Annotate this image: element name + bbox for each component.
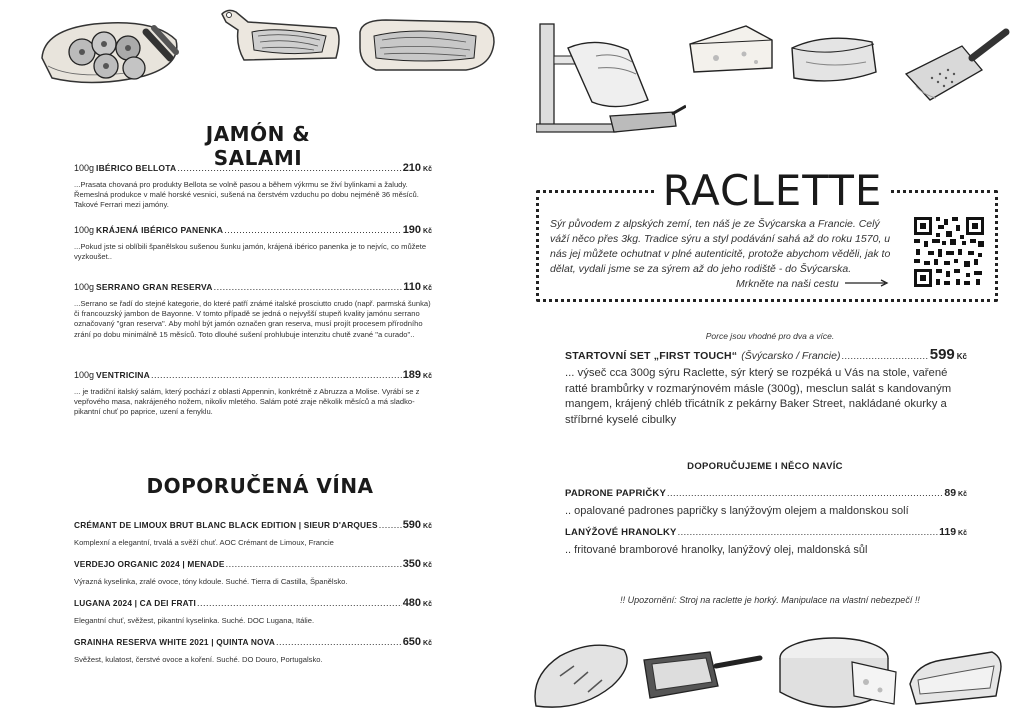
wine-description: Výrazná kyselinka, zralé ovoce, tóny kdoule. Suché. Tierra di Castilla, Španělsko. [74, 577, 348, 586]
salami-board-illustration [34, 10, 184, 90]
extras-title: DOPORUČUJEME I NĚCO NAVÍC [687, 461, 843, 472]
extra-item-padrone [565, 487, 967, 518]
raclette-pan-illustration [640, 640, 764, 706]
currency: Kč [423, 373, 432, 380]
item-qty: 100g [74, 225, 95, 235]
raclette-title: RACLETTE [655, 166, 890, 216]
journey-link[interactable] [736, 278, 889, 290]
wine-item-cremant [74, 519, 432, 548]
wine-price: 650 [402, 636, 422, 648]
item-description: ...Prasata chovaná pro produkty Bellota se volně pasou a během výkrmu se živí bylinkami a žaludy. Řemeslná produkce v malé horské vesnici, sušená na čerstvém vzduchu po dobu nejméně 36 měsíců. Takové Ferrari mezi jamóny. [74, 180, 419, 210]
menu-item-iberico-panenka [74, 224, 432, 262]
cheese-piece-illustration [786, 28, 882, 88]
extra-description: .. opalované padrones papričky s lanýžovým olejem a maldonskou solí [565, 505, 909, 517]
currency: Kč [423, 285, 432, 292]
wine-name: VERDEJO ORGANIC 2024 | MENADE [74, 559, 225, 569]
item-description: ...Pokud jste si oblíbili španělskou sušenou šunku jamón, krájená ibérico panenka je to nejvíc, co můžete vyzkoušet.. [74, 242, 427, 262]
item-price: 210 [402, 162, 422, 174]
safety-warning: !! Upozornění: Stroj na raclette je horký. Manipulace na vlastní nebezpečí !! [620, 595, 920, 605]
section-title-jamon: JAMÓN & SALAMI [205, 122, 311, 170]
menu-item-iberico-bellota [74, 162, 432, 211]
starter-origin: (Švýcarsko / Francie) [741, 350, 841, 362]
item-name: SERRANO GRAN RESERVA [96, 282, 213, 292]
wine-item-lugana [74, 597, 432, 626]
cheese-wedge-illustration [686, 20, 776, 76]
item-price: 190 [402, 224, 422, 236]
starter-set-item [565, 346, 967, 428]
leader-dots [667, 487, 943, 499]
journey-link-text[interactable]: Mrkněte na naši cestu [736, 278, 839, 290]
item-name: VENTRICINA [96, 370, 150, 380]
ham-board-illustration [218, 6, 344, 64]
starter-price: 599 [929, 346, 955, 363]
leader-dots [841, 350, 928, 362]
currency: Kč [958, 530, 967, 537]
leader-dots [177, 162, 401, 174]
wine-description: Komplexní a elegantní, trvalá a svěží chuť. AOC Crémant de Limoux, Francie [74, 538, 334, 547]
currency: Kč [423, 166, 432, 173]
wine-name: LUGANA 2024 | CA DEI FRATI [74, 598, 197, 608]
arrow-right-icon [845, 278, 889, 290]
starter-description: ... výseč cca 300g sýru Raclette, sýr který se rozpéká u Vás na stole, vařené ratté brambůrky v rozmarýnovém másle (300g), mesclun salát s kandovaným mangem, krájený chléb třicátník z pekárny Baker Street, nakládané okurky a stříbrné kyselé cibulky [565, 367, 952, 426]
item-qty: 100g [74, 163, 95, 173]
wine-description: Svěžest, kulatost, čerstvé ovoce a koření. Suché. DO Douro, Portugalsko. [74, 655, 323, 664]
toast-illustration [906, 644, 1006, 708]
wine-price: 480 [402, 597, 422, 609]
cheese-wheel-illustration [776, 632, 900, 718]
leader-dots [214, 281, 403, 293]
wine-item-verdejo [74, 558, 432, 587]
currency: Kč [958, 491, 967, 498]
item-description: ...Serrano se řadí do stejné kategorie, do které patří známé italské prosciutto crudo (např. parmská šunka) či francouzský jambon de Bayonne. V tomto případě se jedná o nejvyšší stupeň kvality jamónu serrano označovaný "gran reserva". Aby mohl být jamón označen gran reserva, musí projít procesem přírodního zrání po dobu minimálně 15 měsíců. Toto dlouhé sušení prohlubuje intenzitu chutě zvané "a curado".. [74, 299, 431, 339]
starter-name: STARTOVNÍ SET „FIRST TOUCH“ [565, 350, 738, 362]
extra-item-truffle-fries [565, 526, 967, 557]
raclette-description: Sýr původem z alpských zemí, ten náš je ze Švýcarska a Francie. Celý váží něco přes 3kg. Tradice sýru a styl podávání sahá až do roku 1570, u nás jej můžete ochutnat v plné autenticitě, protože abychom věděli, jak to dělat, vydali jsme se za sýrem až do jeho rodiště - do Švýcarska. [550, 218, 891, 275]
wine-description: Elegantní chuť, svěžest, pikantní kyselinka. Suché. DOC Lugana, Itálie. [74, 616, 315, 625]
extra-name: PADRONE PAPRIČKY [565, 488, 667, 499]
leader-dots [379, 519, 402, 531]
leader-dots [276, 636, 402, 648]
currency: Kč [423, 523, 432, 530]
currency: Kč [956, 352, 967, 361]
currency: Kč [423, 601, 432, 608]
section-title-wines: DOPORUČENÁ VÍNA [146, 474, 374, 498]
currency: Kč [423, 640, 432, 647]
cheese-grater-illustration [902, 24, 1012, 104]
bread-loaf-illustration [530, 636, 634, 716]
qr-code-icon[interactable] [912, 215, 986, 289]
item-qty: 100g [74, 370, 95, 380]
item-qty: 100g [74, 282, 95, 292]
wine-price: 350 [402, 558, 422, 570]
extra-name: LANÝŽOVÉ HRANOLKY [565, 527, 677, 538]
item-description: ... je tradiční italský salám, který pochází z oblasti Appennin, konkrétně z Abruzza a Molise. Vyrábí se z vepřového masa, nakrájeného nožem, nikoliv mletého. Salám poté zraje několik měsíců a má sladko-pikantní chuť po paprice, uzení a fenyklu. [74, 387, 420, 417]
extra-description: .. fritované bramborové hranolky, lanýžový olej, maldonská sůl [565, 544, 868, 556]
portion-note: Porce jsou vhodné pro dva a více. [705, 331, 835, 341]
leader-dots [151, 369, 402, 381]
jamon-board-illustration [356, 14, 498, 74]
item-name: KRÁJENÁ IBÉRICO PANENKA [96, 225, 224, 235]
raclette-machine-illustration [536, 16, 686, 146]
menu-item-ventricina [74, 369, 432, 418]
extra-price: 119 [939, 526, 957, 538]
menu-item-serrano [74, 281, 432, 340]
leader-dots [197, 597, 402, 609]
leader-dots [224, 224, 401, 236]
wine-name: CRÉMANT DE LIMOUX BRUT BLANC BLACK EDITION | SIEUR D'ARQUES [74, 520, 378, 530]
item-price: 110 [403, 281, 422, 293]
extra-price: 89 [944, 487, 957, 499]
wine-price: 590 [402, 519, 422, 531]
item-price: 189 [402, 369, 422, 381]
currency: Kč [423, 562, 432, 569]
currency: Kč [423, 228, 432, 235]
leader-dots [226, 558, 402, 570]
leader-dots [678, 526, 938, 538]
item-name: IBÉRICO BELLOTA [96, 163, 177, 173]
wine-item-grainha [74, 636, 432, 665]
wine-name: GRAINHA RESERVA WHITE 2021 | QUINTA NOVA [74, 637, 276, 647]
